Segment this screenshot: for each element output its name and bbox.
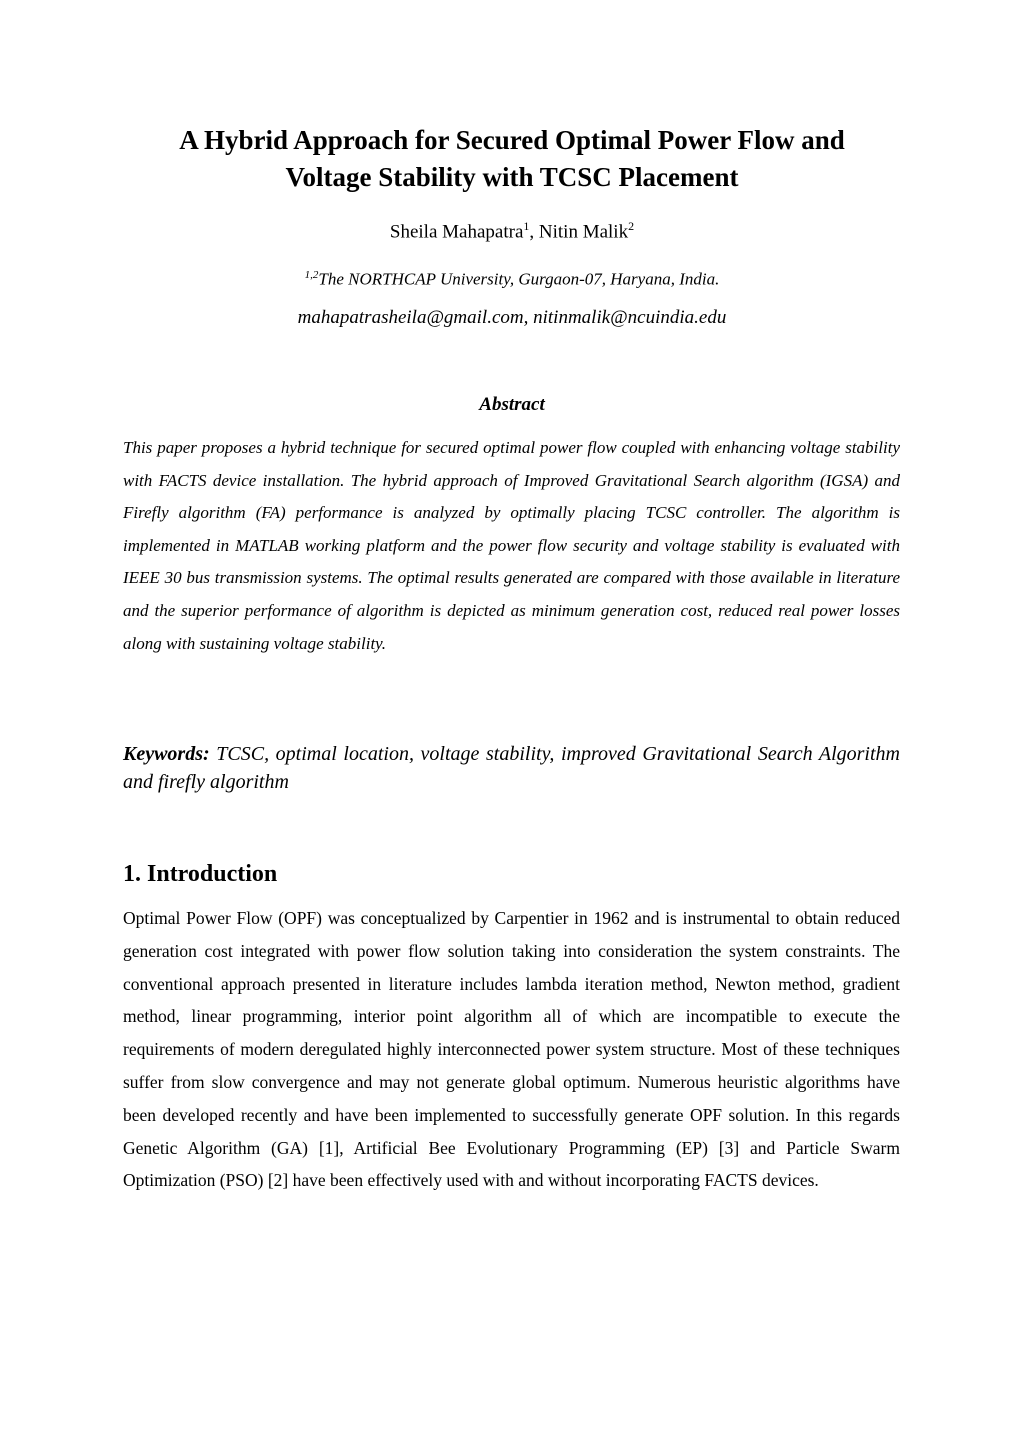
section-heading-introduction: 1. Introduction xyxy=(123,861,278,887)
abstract-heading: Abstract xyxy=(479,394,545,415)
introduction-body: Optimal Power Flow (OPF) was conceptualized by Carpentier in 1962 and is instrumental to obtain reduced generation cost integrated with power flow solution taking into consideration the system constraints. The conventional approach presented in literature includes lambda iteration method, Newton method, gradient method, linear programming, interior point algorithm all of which are incompatible to execute the requirements of modern deregulated highly interconnected power system structure. Most of these techniques suffer from slow convergence and may not generate global optimum. Numerous heuristic algorithms have been developed recently and have been implemented to successfully generate OPF solution. In this regards Genetic Algorithm (GA) [1], Artificial Bee Evolutionary Programming (EP) [3] and Particle Swarm Optimization (PSO) [2] have been effectively used with and without incorporating FACTS devices. xyxy=(123,908,900,1191)
paper-title xyxy=(100,122,924,196)
author-2-affiliation-mark: 2 xyxy=(628,219,635,233)
paper-title-line-2: Voltage Stability with TCSC Placement xyxy=(285,162,739,192)
author-1-name: Sheila Mahapatra xyxy=(389,221,524,243)
keywords-label: Keywords: xyxy=(123,743,210,765)
paper-title-line-1: A Hybrid Approach for Secured Optimal Power Flow and xyxy=(179,125,845,155)
abstract-body: This paper proposes a hybrid technique for secured optimal power flow coupled with enhancing voltage stability with FACTS device installation. The hybrid approach of Improved Gravitational Search algorithm (IGSA) and Firefly algorithm (FA) performance is analyzed by optimally placing TCSC controller. The algorithm is implemented in MATLAB working platform and the power flow security and voltage stability is evaluated with IEEE 30 bus transmission systems. The optimal results generated are compared with those available in literature and the superior performance of algorithm is depicted as minimum generation cost, reduced real power losses along with sustaining voltage stability. xyxy=(123,438,900,653)
author-2-name: Nitin Malik xyxy=(538,221,629,243)
author-separator: , xyxy=(529,221,539,243)
author-emails: mahapatrasheila@gmail.com, nitinmalik@ncuindia.edu xyxy=(297,307,727,328)
author-list xyxy=(100,211,924,247)
author-1-affiliation-mark: 1 xyxy=(523,219,530,233)
affiliation xyxy=(100,262,924,293)
affiliation-mark: 1,2 xyxy=(304,269,319,281)
keywords xyxy=(123,740,900,796)
keywords-text: TCSC, optimal location, voltage stability, improved Gravitational Search Algorithm and firefly algorithm xyxy=(123,743,900,793)
affiliation-text: The NORTHCAP University, Gurgaon-07, Haryana, India. xyxy=(318,269,720,289)
